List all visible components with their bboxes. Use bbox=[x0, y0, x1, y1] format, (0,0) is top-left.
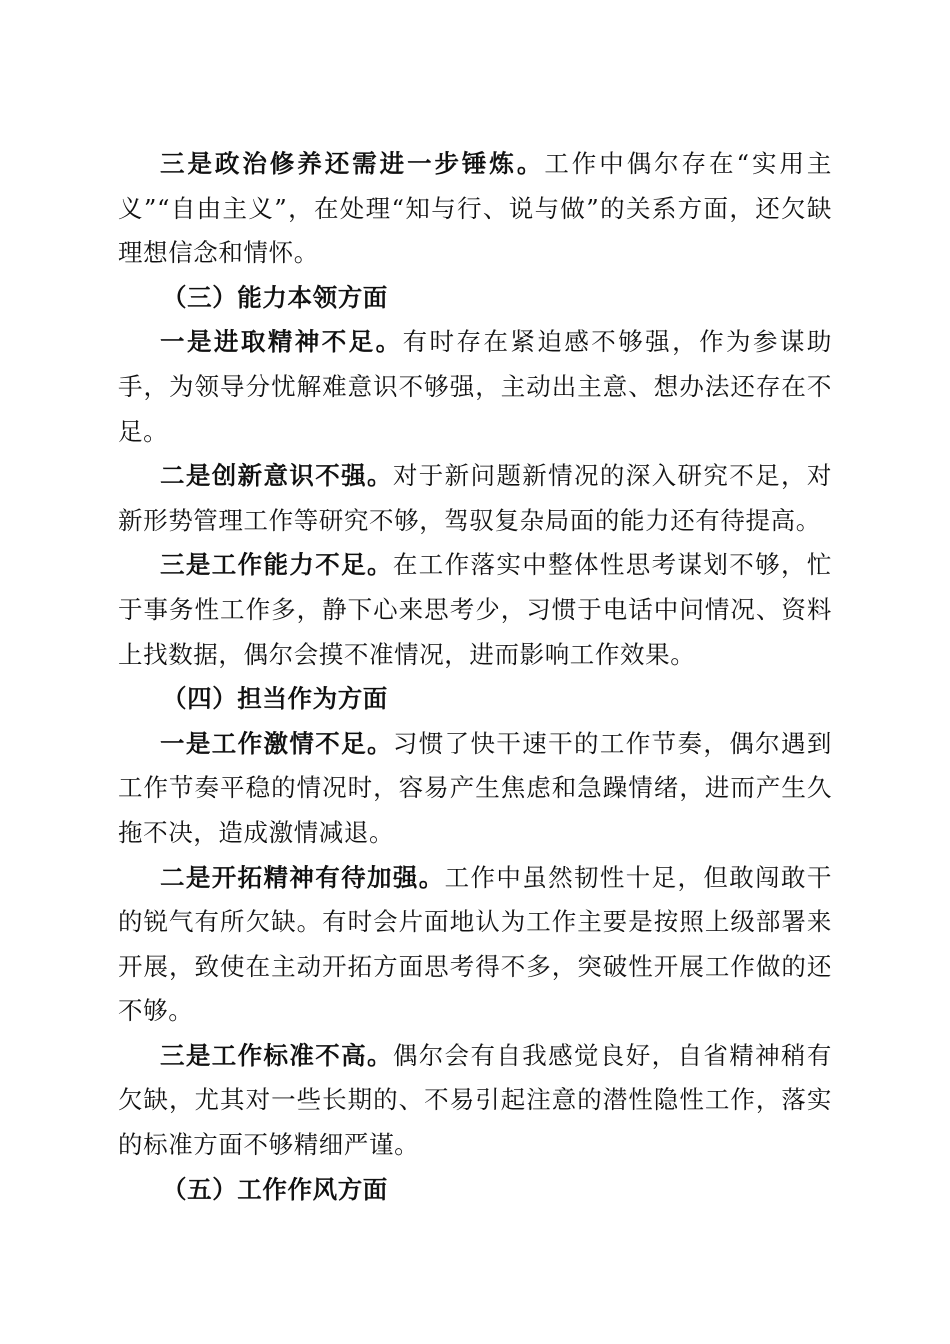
paragraph-pioneering-spirit bbox=[118, 856, 832, 1034]
paragraph-lead: 二是创新意识不强。 bbox=[160, 461, 393, 491]
paragraph-body: 工作中虽然韧性十足，但敢闯敢干的锐气有所欠缺。有时会片面地认为工作主要是按照上级部署来开展，致使在主动开拓方面思考得不多，突破性开展工作做的还不够。 bbox=[118, 862, 832, 1026]
paragraph-work-ability bbox=[118, 543, 832, 677]
document-page bbox=[118, 142, 832, 1212]
section-heading-responsibility: （四）担当作为方面 bbox=[162, 684, 388, 714]
paragraph-body: 偶尔会有自我感觉良好，自省精神稍有欠缺，尤其对一些长期的、不易引起注意的潜性隐性工作，落实的标准方面不够精细严谨。 bbox=[118, 1040, 832, 1160]
paragraph-lead: 一是工作激情不足。 bbox=[160, 728, 393, 758]
paragraph-lead: 二是开拓精神有待加强。 bbox=[160, 862, 445, 892]
paragraph-work-passion bbox=[118, 722, 832, 856]
paragraph-body: 有时存在紧迫感不够强，作为参谋助手，为领导分忧解难意识不够强，主动出主意、想办法还存在不足。 bbox=[118, 327, 832, 446]
section-heading-work-style: （五）工作作风方面 bbox=[162, 1174, 388, 1204]
paragraph-work-standard bbox=[118, 1034, 832, 1168]
section-heading-ability: （三）能力本领方面 bbox=[162, 282, 388, 312]
paragraph-lead: 三是工作能力不足。 bbox=[160, 550, 393, 580]
paragraph-body: 对于新问题新情况的深入研究不足，对新形势管理工作等研究不够，驾驭复杂局面的能力还有待提高。 bbox=[118, 461, 832, 535]
paragraph-innovation bbox=[118, 454, 832, 543]
paragraph-body: 工作中偶尔存在“实用主义”“自由主义”，在处理“知与行、说与做”的关系方面，还欠缺理想信念和情怀。 bbox=[118, 149, 832, 268]
paragraph-enterprising-spirit bbox=[118, 320, 832, 454]
paragraph-lead: 三是政治修养还需进一步锤炼。 bbox=[160, 149, 545, 178]
paragraph-lead: 一是进取精神不足。 bbox=[160, 327, 403, 357]
paragraph-body: 习惯了快干速干的工作节奏，偶尔遇到工作节奏平稳的情况时，容易产生焦虑和急躁情绪，进而产生久拖不决，造成激情减退。 bbox=[118, 728, 832, 847]
paragraph-political-cultivation bbox=[118, 142, 832, 276]
paragraph-body: 在工作落实中整体性思考谋划不够，忙于事务性工作多，静下心来思考少，习惯于电话中问情况、资料上找数据，偶尔会摸不准情况，进而影响工作效果。 bbox=[118, 550, 832, 669]
paragraph-lead: 三是工作标准不高。 bbox=[160, 1040, 393, 1070]
